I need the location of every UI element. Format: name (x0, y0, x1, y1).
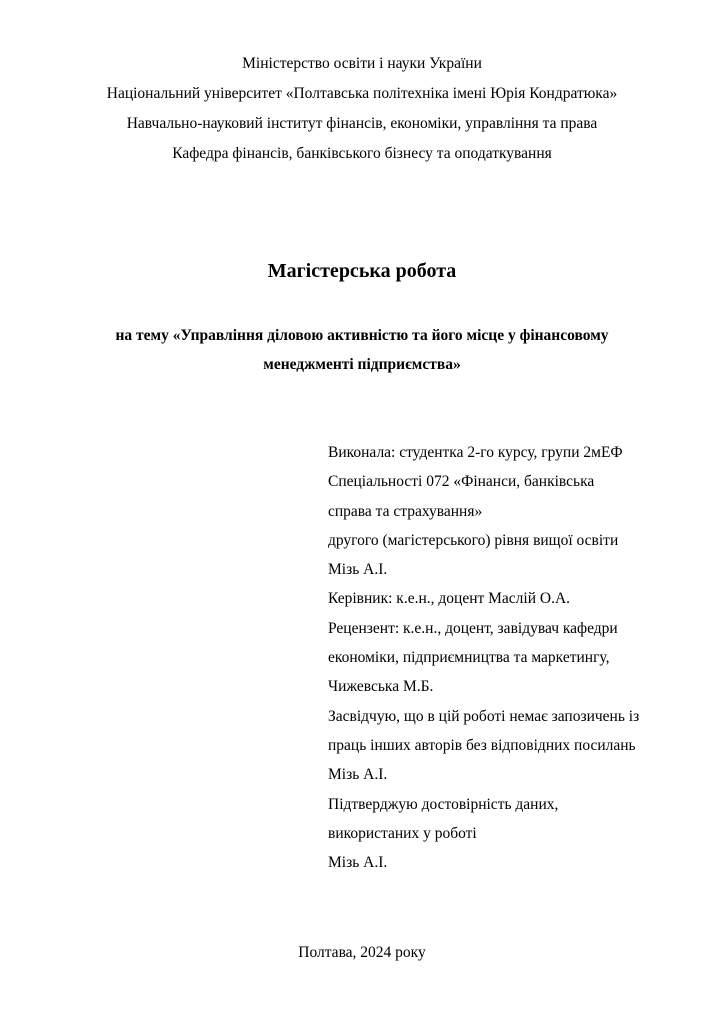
reviewer-line: Рецензент: к.е.н., доцент, завідувач кафедри (328, 619, 618, 637)
author-info-line: Виконала: студентка 2-го курсу, групи 2мЕФ (328, 444, 623, 461)
data-confirmation-statement: Підтверджую достовірність даних, (328, 795, 559, 813)
thesis-topic (60, 321, 664, 379)
department-name: Кафедра фінансів, банківського бізнесу та оподаткування (172, 145, 552, 162)
document-title: Магістерська робота (267, 260, 457, 282)
author-info-line: справа та страхування» (328, 502, 483, 520)
author-name: Мізь А.І. (328, 766, 388, 784)
author-name: Мізь А.І. (328, 854, 388, 872)
originality-statement: Засвідчую, що в цій роботі немає запозичень із (328, 707, 640, 725)
supervisor-line: Керівник: к.е.н., доцент Маслій О.А. (328, 590, 571, 608)
author-info-block (328, 438, 698, 877)
city-year: Полтава, 2024 року (298, 944, 426, 961)
author-info-line: другого (магістерського) рівня вищої освіти (328, 531, 619, 549)
ministry-name: Міністерство освіти і науки України (242, 55, 482, 72)
originality-statement: праць інших авторів без відповідних посилань (328, 736, 636, 754)
thesis-topic-line-1: на тему «Управління діловою активністю та його місце у фінансовому (115, 327, 609, 344)
author-name: Мізь А.І. (328, 561, 388, 579)
institute-name: Навчально-науковий інститут фінансів, економіки, управління та права (126, 115, 598, 132)
thesis-topic-line-2: менеджменті підприємства» (263, 356, 461, 373)
author-info-line: Спеціальності 072 «Фінанси, банківська (328, 473, 595, 491)
reviewer-line: економіки, підприємництва та маркетингу, (328, 649, 610, 667)
data-confirmation-statement: використаних у роботі (328, 824, 477, 842)
reviewer-name: Чижевська М.Б. (328, 678, 434, 696)
university-name: Національний університет «Полтавська політехніка імені Юрія Кондратюка» (106, 85, 618, 102)
institution-header (0, 49, 724, 169)
